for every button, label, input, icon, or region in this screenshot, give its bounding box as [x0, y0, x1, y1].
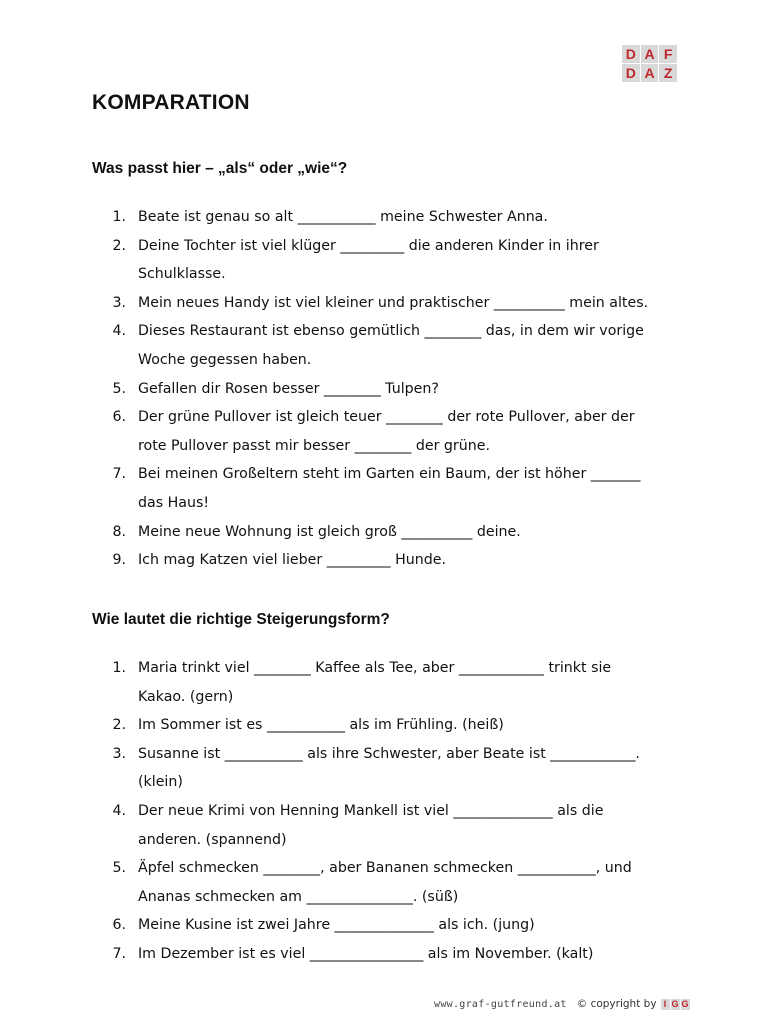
- exercise-text: Im Sommer ist es ___________ als im Frühling. (heiß): [138, 717, 504, 734]
- exercise-number: 7.: [112, 466, 126, 483]
- exercise-text: Im Dezember ist es viel ________________ als im November. (kalt): [138, 945, 594, 962]
- exercise-number: 7.: [112, 945, 126, 962]
- exercise-line: [92, 317, 692, 346]
- exercise-number: 2.: [112, 717, 126, 734]
- exercise-number: 5.: [112, 860, 126, 877]
- exercise-text: Deine Tochter ist viel klüger _________ die anderen Kinder in ihrer: [138, 237, 599, 254]
- logo-row-daz: [622, 64, 678, 82]
- footer-url: www.graf-gutfreund.at: [434, 998, 567, 1010]
- logo-letter: D: [622, 64, 640, 82]
- exercise-text: Gefallen dir Rosen besser ________ Tulpen?: [138, 380, 439, 397]
- exercise-line: [92, 432, 692, 461]
- exercise-number: 8.: [112, 523, 126, 540]
- logo-letter: F: [659, 45, 677, 63]
- exercise-line: [92, 546, 692, 575]
- exercise-number: 9.: [112, 552, 126, 569]
- exercise-number: 2.: [112, 237, 126, 254]
- exercise-line: [92, 260, 692, 289]
- exercise-text: Schulklasse.: [138, 266, 226, 283]
- exercise-line: [92, 518, 692, 547]
- exercise-number: [92, 346, 126, 375]
- exercise-line: [92, 403, 692, 432]
- exercise-line: [92, 797, 692, 826]
- exercise-text: Woche gegessen haben.: [138, 351, 312, 368]
- exercise-line: [92, 826, 692, 855]
- exercise-text: Ich mag Katzen viel lieber _________ Hunde.: [138, 552, 446, 569]
- exercise-line: [92, 460, 692, 489]
- exercise-number: 4.: [112, 323, 126, 340]
- exercise-text: (klein): [138, 774, 183, 791]
- exercise-text: Beate ist genau so alt ___________ meine Schwester Anna.: [138, 209, 548, 225]
- exercise-list-als-wie: [92, 203, 692, 575]
- exercise-text: Der neue Krimi von Henning Mankell ist viel ______________ als die: [138, 802, 604, 819]
- exercise-text: anderen. (spannend): [138, 831, 287, 848]
- igg-letter: G: [671, 999, 679, 1009]
- exercise-line: [92, 683, 692, 712]
- igg-letter: I: [661, 999, 670, 1010]
- exercise-text: Kakao. (gern): [138, 688, 234, 705]
- igg-logo: [661, 999, 691, 1010]
- exercise-text: Äpfel schmecken ________, aber Bananen schmecken ___________, und: [138, 860, 632, 877]
- exercise-list-steigerungsform: [92, 654, 692, 969]
- exercise-number: [92, 768, 126, 797]
- exercise-number: [92, 883, 126, 912]
- exercise-line: [92, 740, 692, 769]
- exercise-text: Susanne ist ___________ als ihre Schwester, aber Beate ist ____________.: [138, 745, 640, 762]
- daf-daz-logo: [622, 45, 678, 83]
- page-title: KOMPARATION: [92, 91, 250, 114]
- exercise-number: [92, 683, 126, 712]
- exercise-text: Mein neues Handy ist viel kleiner und praktischer __________ mein altes.: [138, 294, 649, 311]
- exercise-text: Bei meinen Großeltern steht im Garten ein Baum, der ist höher _______: [138, 466, 641, 483]
- igg-letter: G: [681, 999, 689, 1009]
- logo-letter: A: [641, 64, 659, 82]
- exercise-number: 6.: [112, 917, 126, 934]
- logo-letter: A: [641, 45, 659, 63]
- exercise-line: [92, 883, 692, 912]
- logo-letter: D: [622, 45, 640, 63]
- exercise-text: rote Pullover passt mir besser ________ der grüne.: [138, 437, 490, 454]
- exercise-line: [92, 203, 692, 232]
- exercise-number: 4.: [112, 802, 126, 819]
- exercise-line: [92, 911, 692, 940]
- exercise-text: Maria trinkt viel ________ Kaffee als Tee, aber ____________ trinkt sie: [138, 660, 612, 676]
- exercise-line: [92, 232, 692, 261]
- exercise-number: [92, 260, 126, 289]
- exercise-number: [92, 432, 126, 461]
- exercise-line: [92, 940, 692, 969]
- exercise-number: 3.: [112, 294, 126, 311]
- logo-letter: Z: [659, 64, 677, 82]
- exercise-number: 1.: [112, 209, 126, 225]
- exercise-line: [92, 711, 692, 740]
- exercise-text: Der grüne Pullover ist gleich teuer ________ der rote Pullover, aber der: [138, 409, 635, 426]
- exercise-line: [92, 768, 692, 797]
- exercise-number: 6.: [112, 409, 126, 426]
- exercise-line: [92, 346, 692, 375]
- exercise-line: [92, 489, 692, 518]
- exercise-line: [92, 289, 692, 318]
- exercise-text: Meine Kusine ist zwei Jahre ______________ als ich. (jung): [138, 917, 535, 934]
- exercise-text: das Haus!: [138, 494, 210, 511]
- exercise-number: 5.: [112, 380, 126, 397]
- exercise-number: 3.: [112, 745, 126, 762]
- exercise-line: [92, 854, 692, 883]
- exercise-line: [92, 375, 692, 404]
- exercise-line: [92, 654, 692, 683]
- section-heading-als-wie: Was passt hier – „als“ oder „wie“?: [92, 160, 348, 177]
- section-heading-steigerungsform: Wie lautet die richtige Steigerungsform?: [92, 611, 390, 628]
- logo-row-daf: [622, 45, 678, 63]
- exercise-text: Ananas schmecken am _______________. (süß): [138, 888, 459, 905]
- page-footer: [434, 998, 691, 1010]
- exercise-text: Meine neue Wohnung ist gleich groß __________ deine.: [138, 523, 521, 540]
- footer-copyright: © copyright by: [576, 998, 657, 1010]
- exercise-number: [92, 826, 126, 855]
- exercise-text: Dieses Restaurant ist ebenso gemütlich ________ das, in dem wir vorige: [138, 323, 644, 340]
- exercise-number: 1.: [112, 660, 126, 676]
- exercise-number: [92, 489, 126, 518]
